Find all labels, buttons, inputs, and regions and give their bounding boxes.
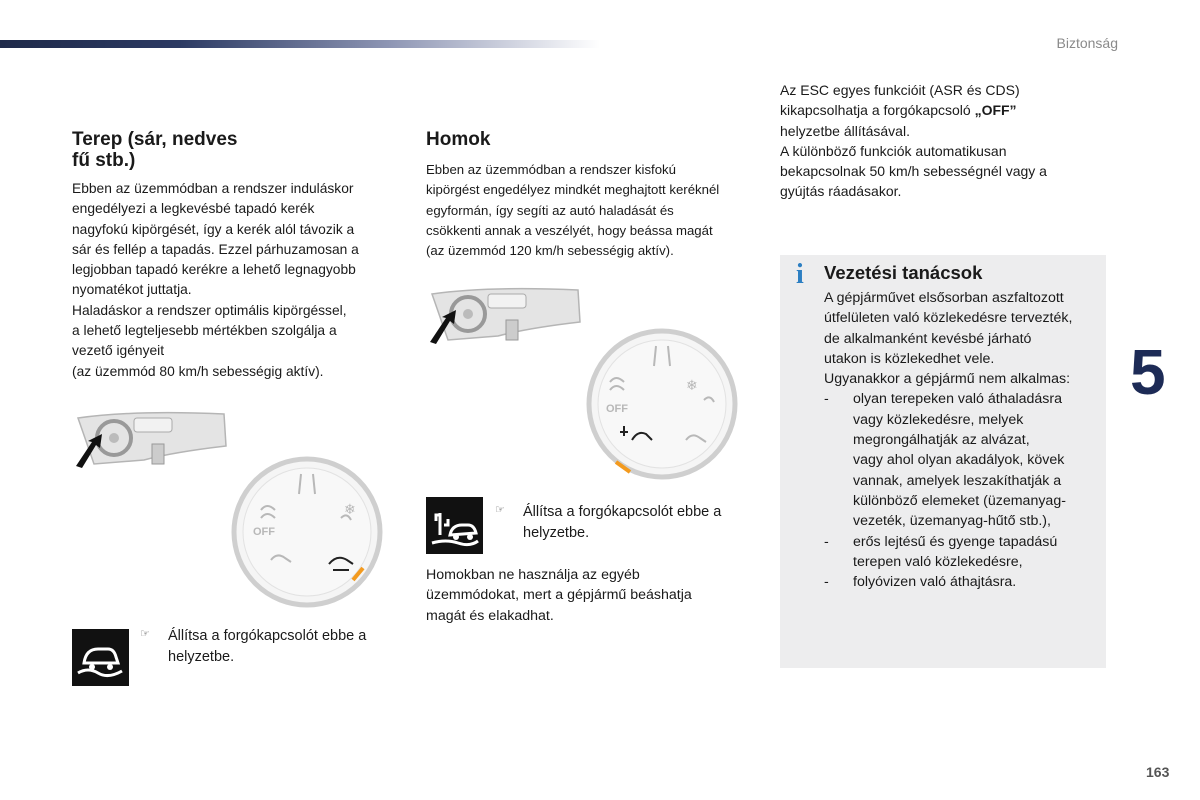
mode-dial-middle — [586, 328, 738, 480]
tips-content — [824, 288, 1100, 592]
text-line: különböző elemeket (üzemanyag- — [853, 492, 1066, 509]
esc-paragraph — [780, 80, 1100, 202]
text-line: utakon is közlekedhet vele. — [824, 350, 995, 367]
text-line: A különböző funkciók automatikusan — [780, 142, 1007, 159]
driving-tips-box — [780, 255, 1106, 668]
text-line: sár és fellép a tapadás. Ezzel párhuzamosan a — [72, 241, 359, 257]
terrain-mode-icon — [72, 629, 129, 686]
dashboard-illustration-left — [74, 408, 229, 470]
text-line: nyomatékot juttatja. — [72, 282, 192, 298]
text-line: olyan terepeken való áthaladásra — [853, 391, 1063, 408]
text-line: Az ESC egyes funkcióit (ASR és CDS) — [780, 82, 1020, 98]
text-line: helyzetbe állításával. — [780, 122, 910, 139]
mode-dial-left — [231, 456, 383, 608]
off-keyword: „OFF” — [974, 102, 1017, 119]
info-icon: i — [796, 259, 804, 290]
text-line: magát és elakadhat. — [426, 607, 554, 624]
left-title-line2: fű stb.) — [72, 150, 136, 171]
text-line: egyformán, így segíti az autó haladását és — [426, 202, 674, 218]
text-line: engedélyezi a legkevésbé tapadó kerék — [72, 201, 315, 217]
text-line: vezeték, üzemanyag-hűtő stb.), — [853, 513, 1051, 530]
instruction-text: Állítsa a forgókapcsolót ebbe a helyzetbe. — [168, 628, 367, 665]
middle-title: Homok — [426, 129, 491, 150]
instruction-text: Állítsa a forgókapcsolót ebbe a helyzetbe. — [523, 504, 722, 541]
text-line: gyújtás ráadásakor. — [780, 183, 902, 200]
page-number: 163 — [1146, 764, 1170, 780]
middle-paragraph — [426, 160, 756, 261]
text-line: Ebben az üzemmódban a rendszer induláskor — [72, 181, 354, 196]
left-paragraph — [72, 179, 402, 382]
off-label: OFF — [606, 403, 628, 415]
text-line: bekapcsolnak 50 km/h sebességnél vagy a — [780, 163, 1047, 180]
text-line: nagyfokú kipörgését, így a kerék alól távozik a — [72, 221, 355, 237]
text-line: A gépjárművet elsősorban aszfaltozott — [824, 290, 1064, 306]
text-line: folyóvizen való áthajtásra. — [853, 574, 1017, 591]
text-line: vezető igényeit — [72, 343, 165, 359]
middle-heading — [426, 129, 490, 150]
left-heading — [72, 129, 392, 171]
list-item — [824, 532, 1100, 573]
dash-mark: - — [824, 574, 829, 591]
text-line: csökkenti annak a veszélyét, hogy beássa magát — [426, 222, 713, 238]
text-line: Ebben az üzemmódban a rendszer kisfokú — [426, 162, 676, 177]
text-line: (az üzemmód 120 km/h sebességig aktív). — [426, 243, 674, 259]
section-title: Biztonság — [1056, 35, 1118, 51]
dash-mark: - — [824, 391, 829, 408]
text-line: de alkalmanként kevésbé járható — [824, 330, 1032, 347]
pointer-icon: ☞ — [495, 504, 505, 516]
text-line: vannak, amelyek leszakíthatják a — [853, 472, 1062, 489]
pointer-icon: ☞ — [140, 628, 150, 640]
dash-mark: - — [824, 533, 829, 550]
text-line: üzemmódokat, mert a gépjármű beáshatja — [426, 587, 692, 604]
text-line: megrongálhatják az alvázat, — [853, 432, 1030, 449]
text-line: erős lejtésű és gyenge tapadású — [853, 533, 1058, 550]
chapter-number: 5 — [1130, 336, 1166, 408]
dashboard-illustration-middle — [428, 284, 583, 346]
text-line: Ugyanakkor a gépjármű nem alkalmas: — [824, 371, 1071, 388]
text-line: legjobban tapadó kerékre a lehető legnagyobb — [72, 262, 356, 278]
text-line: vagy ahol olyan akadályok, kövek — [853, 452, 1065, 469]
text-segment: kikapcsolhatja a forgókapcsoló — [780, 102, 971, 119]
tips-title: Vezetési tanácsok — [824, 262, 983, 283]
text-line: a lehető legteljesebb mértékben szolgálja a — [72, 323, 337, 339]
svg-text:❄: ❄ — [686, 378, 698, 394]
text-line: útfelületen való közlekedésre tervezték, — [824, 310, 1073, 327]
text-line: Haladáskor a rendszer optimális kipörgéssel, — [72, 302, 347, 318]
text-line: Homokban ne használja az egyéb — [426, 567, 640, 583]
left-title-line1: Terep (sár, nedves — [72, 129, 238, 150]
sand-mode-icon — [426, 497, 483, 554]
text-line: terepen való közlekedésre, — [853, 553, 1023, 570]
svg-text:❄: ❄ — [344, 502, 356, 518]
list-item — [824, 389, 1100, 531]
text-line — [780, 100, 1100, 120]
list-item — [824, 572, 1100, 592]
text-line: kipörgést engedélyez mindkét meghajtott keréknél — [426, 182, 720, 198]
sand-warning — [426, 565, 746, 626]
off-label: OFF — [253, 526, 275, 538]
header-gradient-bar — [0, 40, 600, 48]
text-line: vagy közlekedésre, melyek — [853, 411, 1024, 428]
text-line: (az üzemmód 80 km/h sebességig aktív). — [72, 363, 324, 379]
